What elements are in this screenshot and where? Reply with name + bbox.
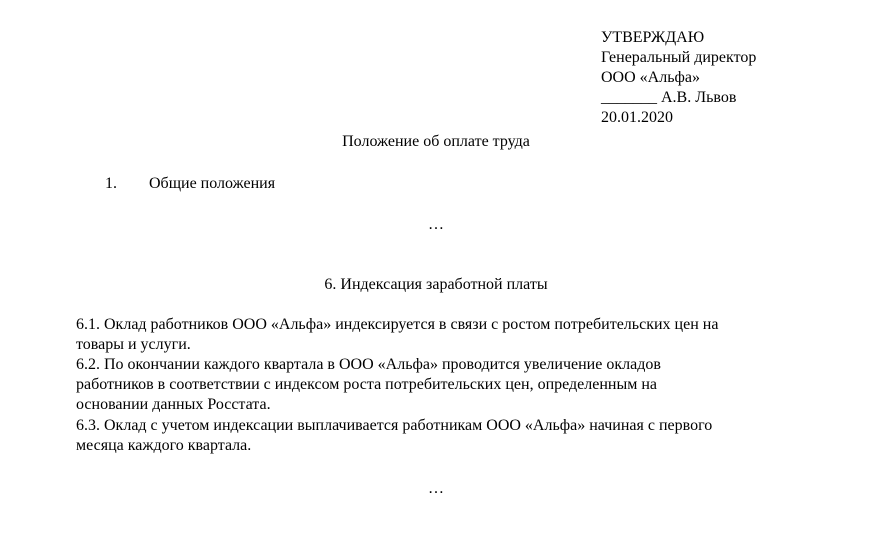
approval-position: Генеральный директор xyxy=(601,49,757,66)
approval-company: ООО «Альфа» xyxy=(601,69,700,86)
ellipsis-continuation: … xyxy=(428,480,444,497)
ellipsis-omitted-sections: … xyxy=(428,216,444,233)
paragraph-line: основании данных Росстата. xyxy=(76,396,271,413)
approval-signature: _______ А.В. Львов xyxy=(601,89,737,106)
paragraph-line: работников в соответствии с индексом роста потребительских цен, определенным на xyxy=(76,376,658,393)
paragraph-line: товары и услуги. xyxy=(76,336,191,353)
approval-date: 20.01.2020 xyxy=(601,109,673,126)
paragraph-line: 6.1. Оклад работников ООО «Альфа» индексируется в связи с ростом потребительских цен на xyxy=(76,316,719,333)
section-6-heading: 6. Индексация заработной платы xyxy=(324,276,548,293)
paragraph-line: 6.2. По окончании каждого квартала в ООО «Альфа» проводится увеличение окладов xyxy=(76,356,661,373)
section-1-heading: Общие положения xyxy=(149,175,276,192)
paragraph-line: месяца каждого квартала. xyxy=(76,437,252,454)
paragraph-line: 6.3. Оклад с учетом индексации выплачивается работникам ООО «Альфа» начиная с первого xyxy=(76,417,713,434)
section-1-number: 1. xyxy=(105,175,117,192)
approval-heading: УТВЕРЖДАЮ xyxy=(601,29,705,46)
document-title: Положение об оплате труда xyxy=(342,133,530,150)
